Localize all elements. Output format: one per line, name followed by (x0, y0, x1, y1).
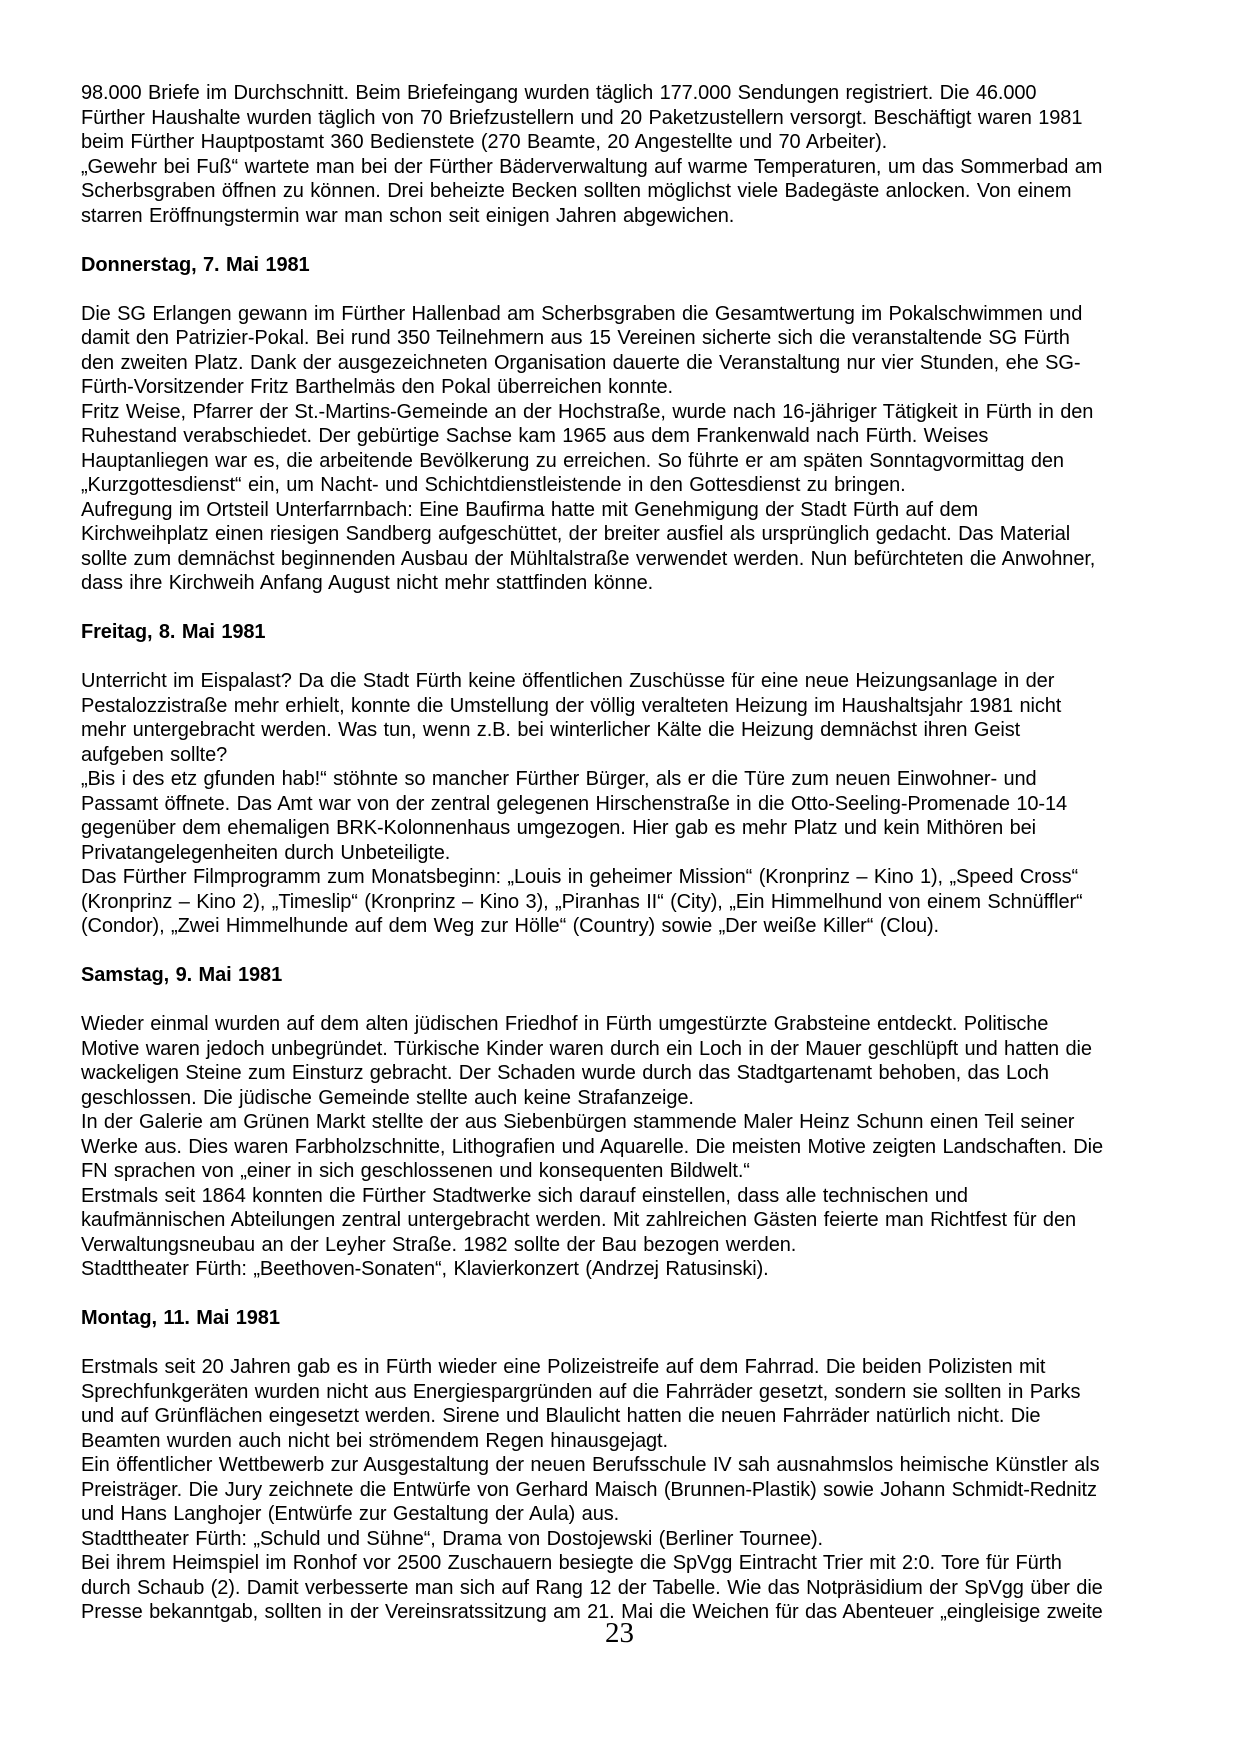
text-line: Hauptanliegen war es, die arbeitende Bevölkerung zu erreichen. So führte er am späten Sonntagvormittag den (81, 449, 1064, 472)
paragraph (81, 302, 1181, 400)
text-line: beim Fürther Hauptpostamt 360 Bedienstete (270 Beamte, 20 Angestellte und 70 Arbeiter). (81, 131, 888, 153)
text-line: Verwaltungsneubau an der Leyher Straße. 1982 sollte der Bau bezogen werden. (81, 1233, 797, 1256)
text-line: Preisträger. Die Jury zeichnete die Entwürfe von Gerhard Maisch (Brunnen-Plastik) sowie Johann Schmidt-Rednitz (81, 1478, 1097, 1501)
text-line: Aufregung im Ortsteil Unterfarrnbach: Eine Baufirma hatte mit Genehmigung der Stadt Fürth auf dem (81, 498, 979, 521)
text-line: wackeligen Steine zum Einsturz gebracht. Der Schaden wurde durch das Stadtgartenamt behoben, das Loch (81, 1062, 1049, 1084)
text-line: durch Schaub (2). Damit verbesserte man sich auf Rang 12 der Tabelle. Wie das Notpräsidium der SpVgg über die (81, 1576, 1103, 1599)
section-heading: Donnerstag, 7. Mai 1981 (81, 253, 310, 276)
text-line: kaufmännischen Abteilungen zentral untergebracht werden. Mit zahlreichen Gästen feierte man Richtfest für den (81, 1209, 1076, 1231)
text-line: Fürth-Vorsitzender Fritz Barthelmäs den Pokal überreichen konnte. (81, 376, 674, 398)
page-footer (0, 1617, 1239, 1649)
text-line: Erstmals seit 20 Jahren gab es in Fürth wieder eine Polizeistreife auf dem Fahrrad. Die beiden Polizisten mit (81, 1356, 1046, 1378)
text-line: Fürther Haushalte wurden täglich von 70 Briefzustellern und 20 Paketzustellern versorgt. Beschäftigt waren 1981 (81, 106, 1083, 129)
text-line: Die SG Erlangen gewann im Fürther Hallenbad am Scherbsgraben die Gesamtwertung im Pokalschwimmen und (81, 302, 1083, 325)
text-line: Werke aus. Dies waren Farbholzschnitte, Lithografien und Aquarelle. Die meisten Motive zeigten Landschaften. Die (81, 1135, 1103, 1158)
text-line: damit den Patrizier-Pokal. Bei rund 350 Teilnehmern aus 15 Vereinen sicherte sich die veranstaltende SG Fürth (81, 327, 1070, 349)
text-line: „Gewehr bei Fuß“ wartete man bei der Fürther Bäderverwaltung auf warme Temperaturen, um das Sommerbad am (81, 155, 1103, 178)
paragraph (81, 1184, 1181, 1258)
text-line: Presse bekanntgab, sollten in der Vereinsratssitzung am 21. Mai die Weichen für das Abenteuer „eingleisige zweite (81, 1601, 1103, 1623)
paragraph (81, 1355, 1181, 1453)
text-line: Passamt öffnete. Das Amt war von der zentral gelegenen Hirschenstraße in die Otto-Seeling-Promenade 10-14 (81, 792, 1067, 815)
paragraph (81, 1551, 1181, 1625)
text-line: mehr untergebracht werden. Was tun, wenn z.B. bei winterlicher Kälte die Heizung demnächst ihren Geist (81, 719, 1021, 741)
text-line: und Hans Langhojer (Entwürfe zur Gestaltung der Aula) aus. (81, 1503, 620, 1525)
text-line: dass ihre Kirchweih Anfang August nicht mehr stattfinden könne. (81, 572, 654, 594)
text-line: „Bis i des etz gfunden hab!“ stöhnte so mancher Fürther Bürger, als er die Türe zum neuen Einwohner- und (81, 768, 1037, 790)
document-content (81, 81, 1181, 1625)
paragraph (81, 400, 1181, 498)
text-line: Stadttheater Fürth: „Beethoven-Sonaten“, Klavierkonzert (Andrzej Ratusinski). (81, 1258, 769, 1280)
text-line: Ruhestand verabschiedet. Der gebürtige Sachse kam 1965 aus dem Frankenwald nach Fürth. Weises (81, 425, 989, 447)
text-line: und auf Grünflächen eingesetzt werden. Sirene und Blaulicht hatten die neuen Fahrräder natürlich nicht. Die (81, 1405, 1041, 1427)
paragraph (81, 155, 1181, 229)
text-line: In der Galerie am Grünen Markt stellte der aus Siebenbürgen stammende Maler Heinz Schunn einen Teil seiner (81, 1111, 1075, 1133)
text-line: Kirchweihplatz einen riesigen Sandberg aufgeschüttet, der breiter ausfiel als ursprünglich gedacht. Das Material (81, 523, 1071, 545)
section-heading: Montag, 11. Mai 1981 (81, 1307, 280, 1329)
text-line: aufgeben sollte? (81, 743, 228, 766)
text-line: (Kronprinz – Kino 2), „Timeslip“ (Kronprinz – Kino 3), „Piranhas II“ (City), „Ein Himmelhund von einem Schnüffler“ (81, 890, 1083, 913)
text-line: Stadttheater Fürth: „Schuld und Sühne“, Drama von Dostojewski (Berliner Tournee). (81, 1527, 824, 1550)
text-line: Bei ihrem Heimspiel im Ronhof vor 2500 Zuschauern besiegte die SpVgg Eintracht Trier mit 2:0. Tore für Fürth (81, 1552, 1062, 1574)
text-line: „Kurzgottesdienst“ ein, um Nacht- und Schichtdienstleistende in den Gottesdienst zu bringen. (81, 474, 906, 496)
paragraph (81, 81, 1181, 155)
paragraph (81, 865, 1181, 939)
text-line: Erstmals seit 1864 konnten die Fürther Stadtwerke sich darauf einstellen, dass alle technischen und (81, 1184, 968, 1207)
paragraph (81, 498, 1181, 596)
section-heading: Freitag, 8. Mai 1981 (81, 621, 266, 643)
text-line: Scherbsgraben öffnen zu können. Drei beheizte Becken sollten möglichst viele Badegäste anlocken. Von einem (81, 180, 1072, 202)
text-line: gegenüber dem ehemaligen BRK-Kolonnenhaus umgezogen. Hier gab es mehr Platz und kein Mithören bei (81, 817, 1037, 839)
text-line: starren Eröffnungstermin war man schon seit einigen Jahren abgewichen. (81, 204, 735, 227)
text-line: Motive waren jedoch unbegründet. Türkische Kinder waren durch ein Loch in der Mauer geschlüpft und hatten die (81, 1037, 1092, 1060)
text-line: den zweiten Platz. Dank der ausgezeichneten Organisation dauerte die Veranstaltung nur vier Stunden, ehe SG- (81, 351, 1081, 374)
paragraph (81, 1012, 1181, 1110)
paragraph (81, 1257, 1181, 1282)
paragraph (81, 1453, 1181, 1527)
page-number: 23 (605, 1617, 634, 1649)
paragraph (81, 1110, 1181, 1184)
text-line: sollte zum demnächst beginnenden Ausbau der Mühltalstraße verwendet werden. Nun befürchteten die Anwohner, (81, 547, 1096, 570)
section-heading: Samstag, 9. Mai 1981 (81, 964, 283, 986)
text-line: (Condor), „Zwei Himmelhunde auf dem Weg zur Hölle“ (Country) sowie „Der weiße Killer“ (Clou). (81, 915, 940, 937)
text-line: Sprechfunkgeräten wurden nicht aus Energiespargründen auf die Fahrräder gesetzt, sondern sie sollten in Parks (81, 1380, 1081, 1403)
text-line: 98.000 Briefe im Durchschnitt. Beim Briefeingang wurden täglich 177.000 Sendungen registriert. Die 46.000 (81, 82, 1037, 104)
paragraph (81, 1527, 1181, 1552)
text-line: Unterricht im Eispalast? Da die Stadt Fürth keine öffentlichen Zuschüsse für eine neue Heizungsanlage in der (81, 670, 1055, 692)
paragraph (81, 767, 1181, 865)
text-line: Das Fürther Filmprogramm zum Monatsbeginn: „Louis in geheimer Mission“ (Kronprinz – Kino 1), „Speed Cross“ (81, 866, 1079, 888)
text-line: FN sprachen von „einer in sich geschlossenen und konsequenten Bildwelt.“ (81, 1160, 750, 1182)
text-line: Privatangelegenheiten durch Unbeteiligte. (81, 841, 451, 864)
text-line: Pestalozzistraße mehr erhielt, konnte die Umstellung der völlig veralteten Heizung im Haushaltsjahr 1981 nicht (81, 694, 1062, 717)
text-line: Fritz Weise, Pfarrer der St.-Martins-Gemeinde an der Hochstraße, wurde nach 16-jähriger Tätigkeit in Fürth in den (81, 400, 1094, 423)
text-line: Wieder einmal wurden auf dem alten jüdischen Friedhof in Fürth umgestürzte Grabsteine entdeckt. Politische (81, 1013, 1049, 1035)
text-line: Beamten wurden auch nicht bei strömendem Regen hinausgejagt. (81, 1429, 668, 1452)
paragraph (81, 669, 1181, 767)
text-line: geschlossen. Die jüdische Gemeinde stellte auch keine Strafanzeige. (81, 1086, 694, 1109)
text-line: Ein öffentlicher Wettbewerb zur Ausgestaltung der neuen Berufsschule IV sah ausnahmslos heimische Künstler als (81, 1454, 1100, 1476)
